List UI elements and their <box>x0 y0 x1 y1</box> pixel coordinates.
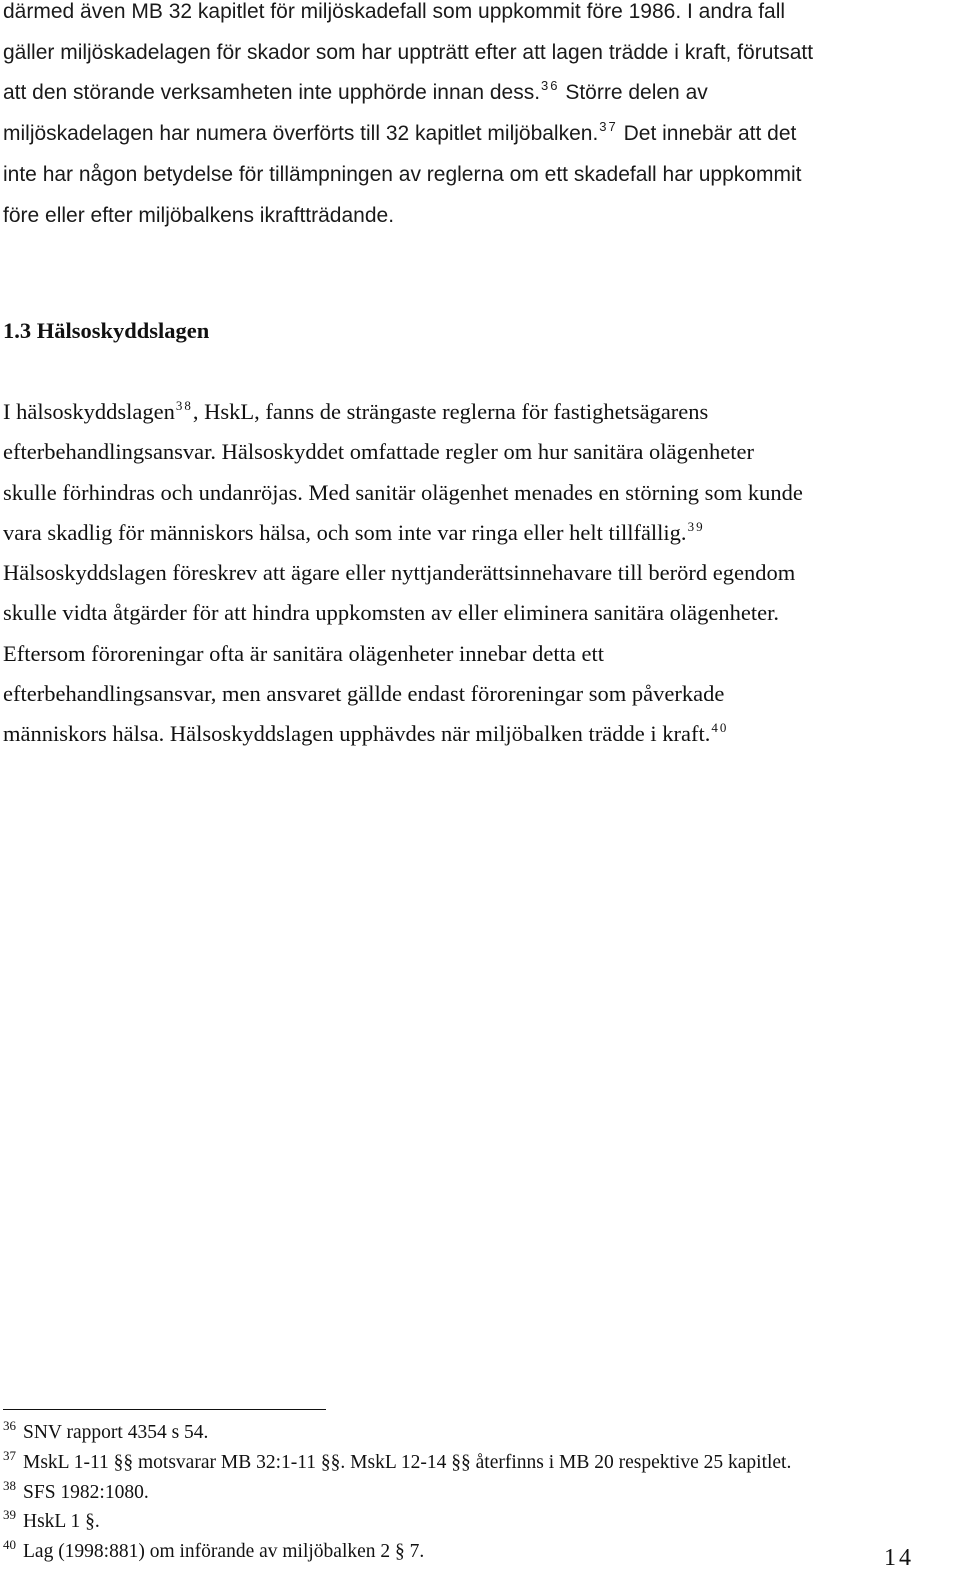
footnote-40 <box>3 1538 948 1568</box>
text-line: vara skadlig för människors hälsa, och som inte var ringa eller helt tillfällig. <box>3 519 687 545</box>
text-line: människors hälsa. Hälsoskyddslagen upphävdes när miljöbalken trädde i kraft. <box>3 721 711 747</box>
footnote-divider <box>3 1409 326 1410</box>
footnote-36 <box>3 1419 948 1449</box>
footnote-ref-36[interactable]: 36 <box>541 78 560 94</box>
footnote-number: 40 <box>3 1537 16 1553</box>
text-line: Eftersom föroreningar ofta är sanitära olägenheter innebar detta ett <box>3 640 604 666</box>
footnote-ref-40[interactable]: 40 <box>711 720 729 736</box>
footnote-number: 37 <box>3 1447 16 1463</box>
text-line: efterbehandlingsansvar, men ansvaret gällde endast föroreningar som påverkade <box>3 681 725 707</box>
footnote-number: 38 <box>3 1477 16 1493</box>
page-number: 14 <box>884 1545 914 1571</box>
footnote-text: MskL 1-11 §§ motsvarar MB 32:1-11 §§. MskL 12-14 §§ återfinns i MB 20 respektive 25 kapitlet. <box>23 1451 792 1473</box>
footnote-number: 36 <box>3 1418 16 1433</box>
footnote-text: SNV rapport 4354 s 54. <box>23 1422 209 1443</box>
text-line: skulle vidta åtgärder för att hindra uppkomsten av eller eliminera sanitära olägenheter. <box>3 600 779 626</box>
paragraph-miljoskadelagen <box>3 0 948 236</box>
footnotes <box>3 1419 948 1568</box>
footnote-ref-38[interactable]: 38 <box>175 398 193 413</box>
text-line: Hälsoskyddslagen föreskrev att ägare eller nyttjanderättsinnehavare till berörd egendom <box>3 560 796 586</box>
footnote-text: Lag (1998:881) om införande av miljöbalken 2 § 7. <box>23 1541 425 1563</box>
footnote-ref-37[interactable]: 37 <box>599 119 618 135</box>
text-line: därmed även MB 32 kapitlet för miljöskadefall som uppkommit före 1986. I andra fall <box>3 0 786 23</box>
footnote-text: HskL 1 §. <box>23 1511 100 1533</box>
text-line: gäller miljöskadelagen för skador som har uppträtt efter att lagen trädde i kraft, förutsatt <box>3 40 814 64</box>
text-line: skulle förhindras och undanröjas. Med sanitär olägenhet menades en störning som kunde <box>3 479 803 505</box>
text-line: att den störande verksamheten inte upphörde innan dess. <box>3 81 541 105</box>
text-line: , HskL, fanns de strängaste reglerna för fastighetsägarens <box>192 399 709 424</box>
section-heading: 1.3 Hälsoskyddslagen <box>3 318 210 343</box>
footnote-37 <box>3 1449 948 1479</box>
text-line: före eller efter miljöbalkens ikraftträdande. <box>3 203 395 227</box>
text-line: I hälsoskyddslagen <box>3 399 175 424</box>
footnote-ref-39[interactable]: 39 <box>687 518 705 534</box>
text-line: inte har någon betydelse för tillämpningen av reglerna om ett skadefall har uppkommit <box>3 162 802 186</box>
footnote-38 <box>3 1479 948 1509</box>
footnote-text: SFS 1982:1080. <box>23 1481 149 1503</box>
text-line: Det innebär att det <box>617 122 797 146</box>
text-line: Större delen av <box>559 81 708 105</box>
text-line: miljöskadelagen har numera överförts till 32 kapitlet miljöbalken. <box>3 122 599 146</box>
footnote-39 <box>3 1508 948 1538</box>
paragraph-halsoskyddslagen <box>3 392 953 755</box>
footnote-number: 39 <box>3 1507 16 1523</box>
text-line: efterbehandlingsansvar. Hälsoskyddet omfattade regler om hur sanitära olägenheter <box>3 439 754 465</box>
